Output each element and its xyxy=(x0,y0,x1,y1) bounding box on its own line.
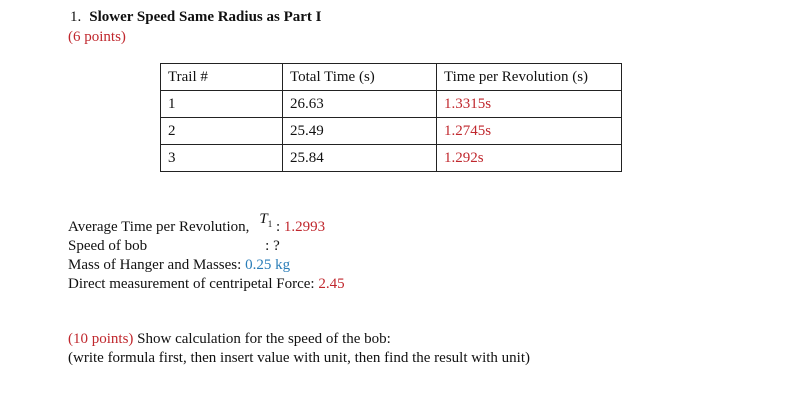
time-per-rev-cell: 1.292s xyxy=(437,145,622,172)
mass-value: 0.25 kg xyxy=(245,257,291,273)
time-per-rev-cell: 1.2745s xyxy=(437,118,622,145)
question-points: (6 points) xyxy=(68,29,126,45)
question-number: 1. xyxy=(70,9,82,25)
average-time-row: Average Time per Revolution, $T_1$ : 1.2993 xyxy=(68,211,326,235)
period-symbol-letter: T xyxy=(259,211,268,227)
force-value: 2.45 xyxy=(318,276,345,292)
mass-label: Mass of Hanger and Masses: xyxy=(68,257,242,273)
calculation-prompt-text: Show calculation for the speed of the bob: xyxy=(137,331,391,347)
column-header-time-per-rev: Time per Revolution (s) xyxy=(437,64,622,91)
calculation-instructions: (write formula first, then insert value with unit, then find the result with unit) xyxy=(68,350,530,366)
average-time-value: 1.2993 xyxy=(283,219,326,235)
total-time-cell: 26.63 xyxy=(283,91,437,118)
question-heading xyxy=(70,8,322,26)
force-label: Direct measurement of centripetal Force: xyxy=(68,276,315,292)
trail-number-cell: 3 xyxy=(161,145,283,172)
average-time-label: Average Time per Revolution, xyxy=(68,219,250,235)
total-time-cell: 25.49 xyxy=(283,118,437,145)
speed-value: : ? xyxy=(265,238,280,254)
force-row xyxy=(68,275,345,294)
calculation-prompt xyxy=(68,330,530,368)
time-per-rev-cell: 1.3315s xyxy=(437,91,622,118)
trials-table xyxy=(160,63,622,172)
table-row xyxy=(161,145,622,172)
table-row xyxy=(161,118,622,145)
total-time-cell: 25.84 xyxy=(283,145,437,172)
mass-row xyxy=(68,256,345,275)
period-symbol-subscript: 1 xyxy=(267,219,273,229)
column-header-trail: Trail # xyxy=(161,64,283,91)
measurements-block xyxy=(68,211,345,294)
speed-row xyxy=(68,237,345,256)
question-title: Slower Speed Same Radius as Part I xyxy=(89,9,322,25)
speed-label: Speed of bob xyxy=(68,238,148,254)
trail-number-cell: 2 xyxy=(161,118,283,145)
period-symbol xyxy=(259,210,272,234)
table-header-row xyxy=(161,64,622,91)
trail-number-cell: 1 xyxy=(161,91,283,118)
table-row xyxy=(161,91,622,118)
calculation-points: (10 points) xyxy=(68,331,134,347)
column-header-total-time: Total Time (s) xyxy=(283,64,437,91)
calculation-prompt-line xyxy=(68,330,530,349)
